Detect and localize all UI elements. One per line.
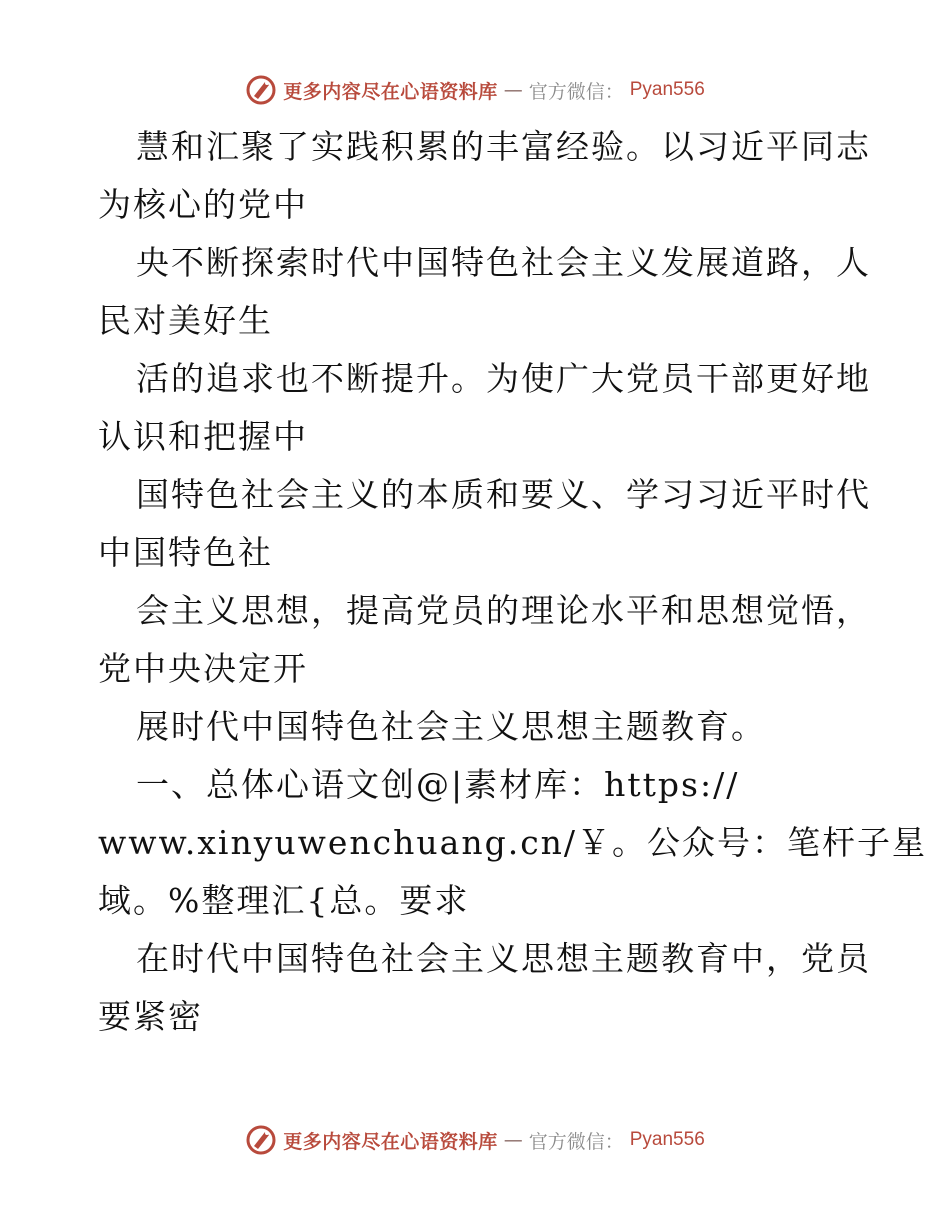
watermark-brand-text: 更多内容尽在心语资料库 [283, 80, 498, 103]
text-line: 域。%整理汇{总。要求 [98, 881, 470, 920]
text-line: 活的追求也不断提升。为使广大党员干部更好地 [136, 359, 871, 398]
text-line: 展时代中国特色社会主义思想主题教育。 [136, 707, 766, 746]
text-line: 会主义思想，提高党员的理论水平和思想觉悟， [136, 591, 871, 630]
text-line: 党中央决定开 [98, 649, 308, 688]
text-line: 认识和把握中 [98, 417, 308, 456]
text-line: 一、总体心语文创@|素材库：https:// [136, 765, 740, 804]
text-line: 央不断探索时代中国特色社会主义发展道路，人 [136, 243, 871, 282]
text-line: 为核心的党中 [98, 185, 308, 224]
watermark-official-label: 官方微信： [528, 80, 624, 103]
document-body [98, 118, 928, 1046]
header-watermark [0, 70, 950, 110]
text-line: www.xinyuwenchuang.cn/￥。公众号：笔杆子星 [98, 823, 928, 862]
brand-logo-icon [245, 74, 277, 106]
watermark-dash: — [503, 1129, 523, 1151]
watermark-brand-text: 更多内容尽在心语资料库 [283, 1130, 498, 1153]
text-line: 中国特色社 [98, 533, 273, 572]
text-line: 国特色社会主义的本质和要义、学习习近平时代 [136, 475, 871, 514]
text-line: 民对美好生 [98, 301, 273, 340]
brand-logo-icon [245, 1124, 277, 1156]
footer-watermark [0, 1120, 950, 1160]
watermark-wechat-id: Pyan556 [629, 1129, 705, 1150]
text-line: 慧和汇聚了实践积累的丰富经验。以习近平同志 [136, 127, 871, 166]
watermark-official-label: 官方微信： [528, 1130, 624, 1153]
watermark-dash: — [503, 79, 523, 101]
text-line: 在时代中国特色社会主义思想主题教育中，党员 [136, 939, 871, 978]
watermark-wechat-id: Pyan556 [629, 79, 705, 100]
text-line: 要紧密 [98, 997, 203, 1036]
